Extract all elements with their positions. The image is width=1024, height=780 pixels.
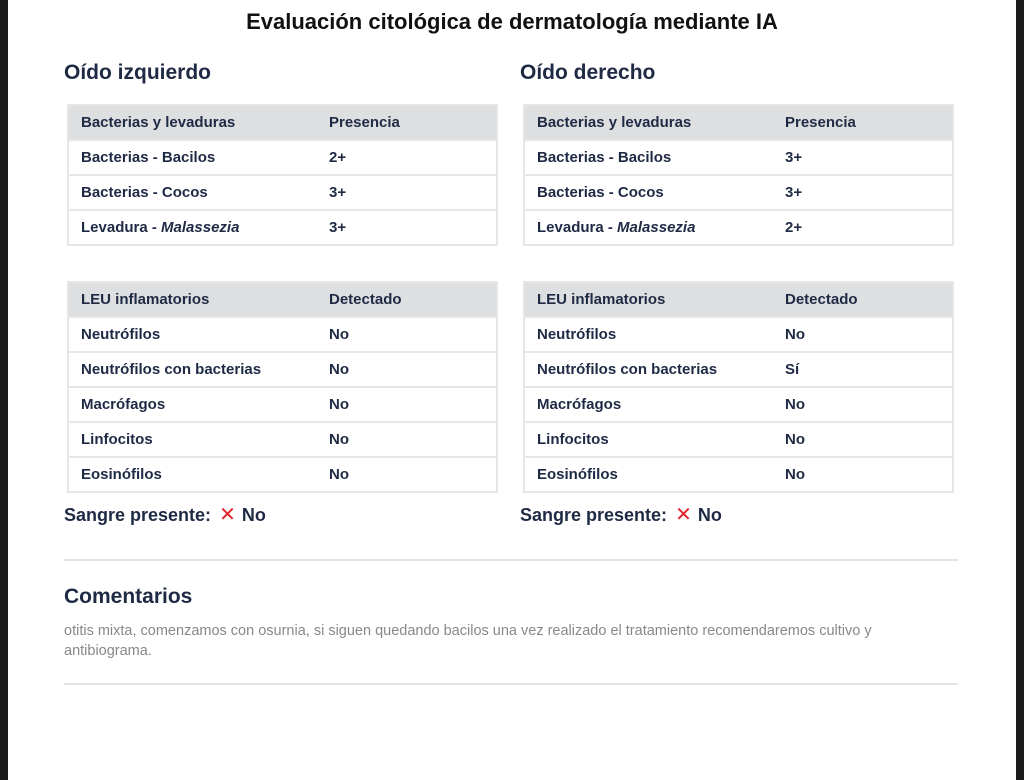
- detected-value: No: [329, 466, 349, 483]
- organism-name: Bacterias - Cocos: [68, 175, 317, 210]
- detected-value: No: [773, 422, 953, 457]
- detected-value: No: [317, 387, 497, 422]
- left-leukocyte-table: [67, 281, 498, 493]
- presence-value: 3+: [773, 175, 953, 210]
- cell-type-name: Neutrófilos: [68, 317, 317, 352]
- table-row: [524, 317, 953, 352]
- table-row: [524, 387, 953, 422]
- section-divider: [64, 683, 958, 685]
- detected-value: Sí: [773, 352, 953, 387]
- detected-value: No: [773, 387, 953, 422]
- blood-label: Sangre presente:: [520, 505, 668, 525]
- table-row: [68, 140, 497, 175]
- comments-title: Comentarios: [64, 585, 193, 608]
- table-row: [524, 422, 953, 457]
- detected-value: No: [773, 317, 953, 352]
- table-header-row: [68, 282, 497, 317]
- column-header: Bacterias y levaduras: [524, 105, 773, 140]
- column-header: Presencia: [773, 105, 953, 140]
- detected-value: No: [317, 352, 497, 387]
- column-header: Bacterias y levaduras: [68, 105, 317, 140]
- organism-name: Bacterias - Bacilos: [68, 140, 317, 175]
- table-row: [68, 317, 497, 352]
- cell-type-name: Neutrófilos con bacterias: [68, 352, 317, 387]
- table-header-row: [524, 282, 953, 317]
- right-blood-present: [520, 502, 953, 528]
- right-ear-title: Oído derecho: [520, 61, 656, 84]
- presence-value: 3+: [329, 219, 347, 236]
- presence-value: 2+: [317, 140, 497, 175]
- cell-type-name: Macrófagos: [68, 387, 317, 422]
- column-header: LEU inflamatorios: [524, 282, 773, 317]
- table-row: [68, 175, 497, 210]
- detected-value: No: [785, 466, 805, 483]
- column-header: Detectado: [317, 282, 497, 317]
- column-header: LEU inflamatorios: [68, 282, 317, 317]
- right-ear-section: [520, 58, 953, 528]
- right-bacteria-table: [523, 104, 954, 246]
- presence-value: 2+: [785, 219, 803, 236]
- cell-type-name: Eosinófilos: [81, 466, 162, 483]
- cell-type-name: Neutrófilos: [524, 317, 773, 352]
- organism-name: Levadura - Malassezia: [537, 219, 696, 236]
- detected-value: No: [317, 422, 497, 457]
- column-header: Presencia: [317, 105, 497, 140]
- organism-name: Bacterias - Bacilos: [524, 140, 773, 175]
- organism-name: Bacterias - Cocos: [524, 175, 773, 210]
- table-row: [68, 457, 497, 492]
- cell-type-name: Linfocitos: [524, 422, 773, 457]
- cell-type-name: Neutrófilos con bacterias: [524, 352, 773, 387]
- left-bacteria-table: [67, 104, 498, 246]
- blood-value: No: [241, 505, 266, 525]
- table-header-row: [68, 105, 497, 140]
- presence-value: 3+: [317, 175, 497, 210]
- left-ear-section: [64, 58, 497, 528]
- cell-type-name: Eosinófilos: [537, 466, 618, 483]
- blood-label: Sangre presente:: [64, 505, 212, 525]
- table-row: [68, 422, 497, 457]
- presence-value: 3+: [773, 140, 953, 175]
- comments-text: otitis mixta, comenzamos con osurnia, si siguen quedando bacilos una vez realizado el tratamiento recomendaremos cultivo y antibiograma.: [64, 623, 872, 659]
- table-row: [524, 210, 953, 245]
- section-divider: [64, 559, 958, 561]
- table-row: [68, 387, 497, 422]
- table-row: [68, 210, 497, 245]
- left-ear-title: Oído izquierdo: [64, 61, 211, 84]
- left-blood-present: [64, 502, 497, 528]
- report-page: [8, 0, 1016, 780]
- organism-name: Levadura - Malassezia: [81, 219, 240, 236]
- table-row: [524, 175, 953, 210]
- table-row: [524, 457, 953, 492]
- cell-type-name: Macrófagos: [524, 387, 773, 422]
- column-header: Detectado: [773, 282, 953, 317]
- table-row: [524, 140, 953, 175]
- cell-type-name: Linfocitos: [68, 422, 317, 457]
- detected-value: No: [317, 317, 497, 352]
- report-title: Evaluación citológica de dermatología mediante IA: [246, 9, 778, 34]
- table-row: [68, 352, 497, 387]
- x-mark-icon: ✕: [219, 504, 236, 526]
- table-header-row: [524, 105, 953, 140]
- right-leukocyte-table: [523, 281, 954, 493]
- table-row: [524, 352, 953, 387]
- blood-value: No: [697, 505, 722, 525]
- x-mark-icon: ✕: [675, 504, 692, 526]
